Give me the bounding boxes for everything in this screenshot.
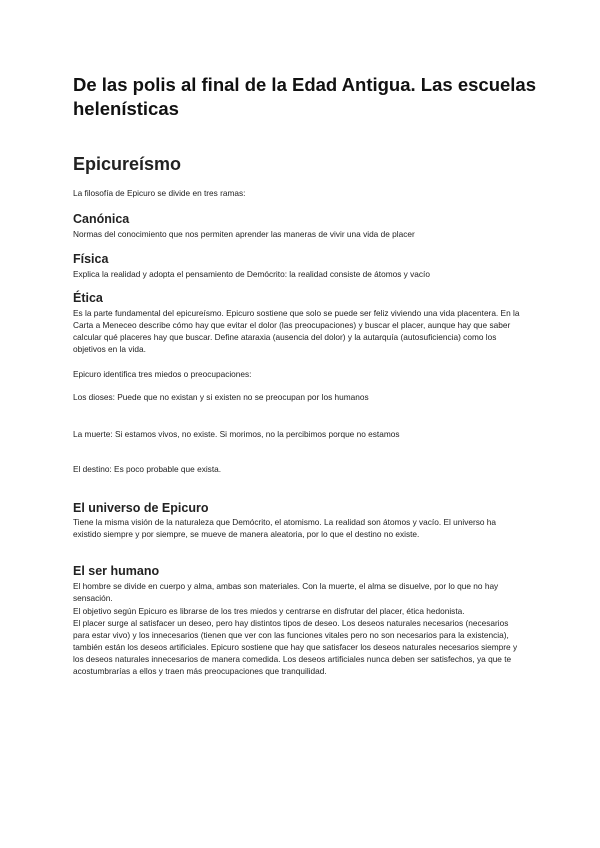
- branch-text-canonica: Normas del conocimiento que nos permiten aprender las maneras de vivir una vida de placer: [73, 229, 415, 239]
- branch-heading-fisica: Física: [73, 252, 109, 266]
- fear-item-dioses: Los dioses: Puede que no existan y si existen no se preocupan por los humanos: [73, 392, 369, 402]
- branch-text-etica: Es la parte fundamental del epicureísmo. Epicuro sostiene que solo se puede ser feliz viviendo una vida placentera. En la Carta a Meneceo describe cómo hay que evitar el dolor (las preocupaciones) y buscar el placer, aunque hay que saber calcular qué placeres hay que buscar. Define ataraxia (ausencia del dolor) y la autarquía (autosuficiencia) como los objetivos en la vida.: [73, 308, 520, 354]
- human-paragraph-2: El objetivo según Epicuro es librarse de los tres miedos y centrarse en disfrutar del placer, ética hedonista.: [73, 606, 465, 616]
- fear-item-destino: El destino: Es poco probable que exista.: [73, 464, 222, 474]
- branch-heading-etica: Ética: [73, 291, 103, 305]
- human-paragraph-1: El hombre se divide en cuerpo y alma, ambas son materiales. Con la muerte, el alma se disuelve, por lo que no hay sensación.: [73, 581, 499, 603]
- human-paragraph-3: El placer surge al satisfacer un deseo, pero hay distintos tipos de deseo. Los deseos naturales necesarios (necesarios para estar vivo) y los innecesarios (tienen que ver con las funciones vitales pero no son necesarios para la existencia), también están los deseos artificiales. Epicuro sostiene que hay que satisfacer los deseos naturales necesarios siempre y los deseos naturales innecesarios de manera comedida. Los deseos artificiales nunca deben ser satisfechos, ya que te acostumbrarías a ellos y traen más preocupaciones que tranquilidad.: [73, 618, 518, 676]
- section-intro: La filosofía de Epicuro se divide en tres ramas:: [73, 188, 246, 198]
- section-heading: Epicureísmo: [73, 154, 182, 174]
- universe-text: Tiene la misma visión de la naturaleza que Demócrito, el atomismo. La realidad son átomos y vacío. El universo ha existido siempre y por siempre, se mueve de manera aleatoria, por lo que el destino no existe.: [73, 517, 497, 539]
- human-heading: El ser humano: [73, 564, 160, 578]
- fear-item-muerte: La muerte: Si estamos vivos, no existe. Si morimos, no la percibimos porque no estamos: [73, 429, 400, 439]
- branch-text-fisica: Explica la realidad y adopta el pensamiento de Demócrito: la realidad consiste de átomos y vacío: [73, 269, 430, 279]
- universe-heading: El universo de Epicuro: [73, 501, 209, 515]
- branch-heading-canonica: Canónica: [73, 212, 130, 226]
- fears-intro: Epicuro identifica tres miedos o preocupaciones:: [73, 369, 252, 379]
- document-title: De las polis al final de la Edad Antigua. Las escuelas helenísticas: [73, 74, 536, 119]
